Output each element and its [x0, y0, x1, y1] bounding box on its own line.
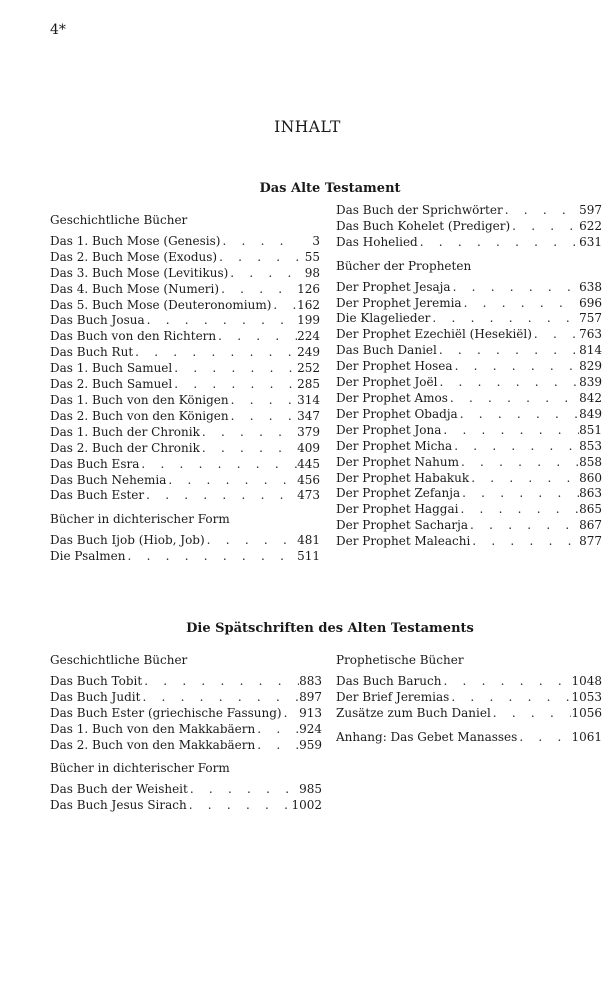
toc-column-late-writings-left — [50, 653, 322, 814]
dot-leader — [437, 375, 579, 391]
entry-title: Das 2. Buch von den Königen — [50, 408, 229, 423]
entry-page-number: 456 — [297, 472, 320, 487]
section-heading-old-testament: Das Alte Testament — [259, 181, 401, 196]
entry-title: Der Prophet Nahum — [336, 454, 459, 469]
entry-title: Das Buch Esra — [50, 456, 140, 471]
entry-page-number: 249 — [297, 345, 320, 360]
toc-entry[interactable] — [336, 391, 602, 407]
entry-page-number: 883 — [299, 673, 322, 688]
entry-title: Das 1. Buch von den Makkabäern — [50, 721, 256, 736]
toc-entry[interactable] — [50, 361, 320, 377]
entry-page-number: 481 — [297, 533, 320, 548]
toc-entry[interactable] — [50, 549, 320, 565]
toc-entry[interactable] — [50, 488, 320, 504]
entry-title: Das Hohelied — [336, 234, 418, 249]
entry-title: Das Buch Jesus Sirach — [50, 798, 187, 813]
entry-page-number: 224 — [297, 329, 320, 344]
dot-leader — [144, 488, 297, 504]
dot-leader — [126, 549, 298, 565]
entry-title: Das 1. Buch von den Königen — [50, 392, 229, 407]
toc-entry[interactable] — [336, 407, 602, 423]
group-heading: Bücher in dichterischer Form — [50, 761, 230, 776]
entry-page-number: 1061 — [571, 729, 602, 744]
section-heading-late-writings: Die Spätschriften des Alten Testaments — [186, 621, 474, 636]
dot-leader — [451, 280, 580, 296]
entry-page-number: 379 — [297, 424, 320, 439]
entry-title: Das Buch Judit — [50, 689, 141, 704]
entry-title: Das 1. Buch Mose (Genesis) — [50, 233, 221, 248]
group-heading: Geschichtliche Bücher — [50, 653, 188, 667]
group-spacer — [50, 753, 322, 761]
group-heading: Bücher der Propheten — [336, 258, 472, 273]
entry-title: Anhang: Das Gebet Manasses — [336, 729, 518, 744]
toc-entry[interactable] — [50, 377, 320, 393]
entry-page-number: 1048 — [571, 673, 602, 688]
entry-title: Das Buch von den Richtern — [50, 329, 217, 344]
entry-page-number: 285 — [297, 377, 320, 392]
toc-entry[interactable] — [336, 423, 602, 439]
entry-title: Der Brief Jeremias — [336, 689, 450, 704]
dot-leader — [460, 486, 579, 502]
toc-entry[interactable] — [336, 502, 602, 518]
dot-leader — [229, 393, 297, 409]
group-heading: Prophetische Bücher — [336, 653, 464, 667]
toc-entry[interactable] — [336, 534, 602, 550]
entry-page-number: 126 — [297, 281, 320, 296]
entry-title: Das Buch Ester (griechische Fassung) — [50, 705, 282, 720]
entry-page-number: 638 — [579, 279, 602, 294]
dot-leader — [468, 518, 579, 534]
dot-leader — [510, 219, 579, 235]
entry-title: Das Buch Josua — [50, 313, 145, 328]
dot-leader — [255, 722, 299, 738]
entry-title: Die Klagelieder — [336, 311, 431, 326]
group-heading: Bücher in dichterischer Form — [50, 512, 230, 527]
entry-title: Der Prophet Micha — [336, 438, 453, 453]
entry-page-number: 473 — [297, 488, 320, 503]
entry-title: Der Prophet Jona — [336, 422, 442, 437]
page-title: INHALT — [274, 118, 341, 136]
dot-leader — [441, 423, 579, 439]
entry-page-number: 162 — [297, 297, 320, 312]
entry-title: Das 3. Buch Mose (Levitikus) — [50, 265, 229, 280]
toc-entry[interactable] — [50, 298, 320, 314]
page-number: 4* — [50, 22, 66, 38]
dot-leader — [458, 502, 579, 518]
toc-entry[interactable] — [336, 706, 602, 722]
toc-entry[interactable] — [336, 235, 602, 251]
entry-title: Das 2. Buch Samuel — [50, 377, 173, 392]
toc-entry[interactable] — [50, 722, 322, 738]
dot-leader — [229, 409, 297, 425]
toc-entry[interactable] — [336, 471, 602, 487]
entry-page-number: 829 — [579, 359, 602, 374]
dot-leader — [462, 296, 580, 312]
toc-entry[interactable] — [336, 674, 602, 690]
dot-leader — [459, 455, 579, 471]
dot-leader — [437, 343, 579, 359]
dot-leader — [271, 298, 297, 314]
entry-title: Das Buch der Sprichwörter — [336, 203, 503, 217]
toc-entry[interactable] — [50, 425, 320, 441]
toc-entry[interactable] — [336, 280, 602, 296]
entry-title: Der Prophet Hosea — [336, 359, 453, 374]
entry-title: Das 2. Buch der Chronik — [50, 440, 200, 455]
dot-leader — [458, 407, 579, 423]
entry-title: Das Buch Nehemia — [50, 472, 167, 487]
entry-title: Der Prophet Zefanja — [336, 486, 461, 501]
entry-title: Der Prophet Jeremia — [336, 295, 462, 310]
entry-page-number: 985 — [299, 782, 322, 797]
toc-entry[interactable] — [336, 219, 602, 235]
entry-title: Der Prophet Maleachi — [336, 534, 471, 549]
entry-page-number: 849 — [579, 406, 602, 421]
toc-entry[interactable] — [50, 674, 322, 690]
entry-title: Der Prophet Obadja — [336, 406, 458, 421]
dot-leader — [503, 203, 579, 219]
toc-column-late-writings-right — [336, 653, 602, 746]
dot-leader — [532, 327, 579, 343]
entry-title: Der Prophet Ezechiël (Hesekiël) — [336, 327, 532, 342]
dot-leader — [187, 798, 292, 814]
dot-leader — [200, 425, 297, 441]
entry-page-number: 877 — [579, 534, 602, 549]
dot-leader — [172, 377, 297, 393]
toc-entry[interactable] — [336, 203, 602, 219]
toc-entry[interactable] — [50, 473, 320, 489]
entry-page-number: 597 — [579, 203, 602, 217]
dot-leader — [491, 706, 572, 722]
entry-title: Das Buch Kohelet (Prediger) — [336, 218, 511, 233]
entry-page-number: 199 — [297, 313, 320, 328]
entry-page-number: 865 — [579, 502, 602, 517]
dot-leader — [418, 235, 579, 251]
entry-title: Zusätze zum Buch Daniel — [336, 705, 491, 720]
toc-entry[interactable] — [50, 250, 320, 266]
entry-page-number: 1053 — [571, 689, 602, 704]
entry-title: Der Prophet Joël — [336, 375, 438, 390]
dot-leader — [449, 690, 571, 706]
dot-leader — [205, 533, 297, 549]
dot-leader — [282, 706, 299, 722]
toc-entry[interactable] — [50, 441, 320, 457]
toc-entry[interactable] — [50, 234, 320, 250]
dot-leader — [219, 282, 297, 298]
dot-leader — [172, 361, 297, 377]
entry-page-number: 863 — [579, 486, 602, 501]
dot-leader — [142, 674, 299, 690]
entry-title: Das 1. Buch Samuel — [50, 361, 173, 376]
entry-page-number: 839 — [579, 375, 602, 390]
toc-entry[interactable] — [50, 457, 320, 473]
entry-page-number: 913 — [299, 705, 322, 720]
entry-page-number: 622 — [579, 218, 602, 233]
entry-title: Der Prophet Habakuk — [336, 470, 470, 485]
dot-leader — [517, 730, 571, 746]
entry-title: Das 1. Buch der Chronik — [50, 424, 200, 439]
toc-entry[interactable] — [336, 486, 602, 502]
toc-entry[interactable] — [50, 782, 322, 798]
entry-page-number: 924 — [299, 721, 322, 736]
toc-entry[interactable] — [336, 690, 602, 706]
group-spacer — [336, 251, 602, 259]
entry-page-number: 757 — [579, 311, 602, 326]
toc-entry[interactable] — [50, 738, 322, 754]
toc-entry[interactable] — [336, 296, 602, 312]
toc-entry[interactable] — [336, 359, 602, 375]
dot-leader — [453, 359, 580, 375]
entry-page-number: 1002 — [291, 798, 322, 813]
dot-leader — [469, 471, 579, 487]
entry-page-number: 445 — [297, 456, 320, 471]
toc-column-old-testament-left — [50, 213, 320, 565]
toc-entry[interactable] — [336, 455, 602, 471]
entry-title: Das Buch Baruch — [336, 673, 442, 688]
dot-leader — [452, 439, 579, 455]
dot-leader — [188, 782, 299, 798]
entry-title: Das Buch Ijob (Hiob, Job) — [50, 533, 205, 548]
entry-title: Das Buch Ester — [50, 488, 145, 503]
toc-entry[interactable] — [50, 409, 320, 425]
entry-page-number: 347 — [297, 408, 320, 423]
entry-title: Das 2. Buch Mose (Exodus) — [50, 249, 218, 264]
entry-page-number: 631 — [579, 234, 602, 249]
entry-page-number: 98 — [304, 265, 320, 280]
entry-page-number: 814 — [579, 343, 602, 358]
entry-page-number: 860 — [579, 470, 602, 485]
entry-page-number: 409 — [297, 440, 320, 455]
entry-title: Das 5. Buch Mose (Deuteronomium) — [50, 297, 272, 312]
toc-entry[interactable] — [50, 282, 320, 298]
dot-leader — [133, 345, 297, 361]
dot-leader — [200, 441, 297, 457]
entry-page-number: 842 — [579, 390, 602, 405]
entry-title: Der Prophet Jesaja — [336, 279, 451, 294]
group-spacer — [336, 722, 602, 730]
entry-title: Das Buch der Weisheit — [50, 782, 188, 797]
toc-entry[interactable] — [50, 345, 320, 361]
entry-title: Der Prophet Haggai — [336, 502, 459, 517]
toc-entry[interactable] — [336, 375, 602, 391]
toc-entry[interactable] — [50, 266, 320, 282]
entry-title: Das Buch Rut — [50, 345, 134, 360]
entry-page-number: 55 — [304, 249, 320, 264]
toc-entry[interactable] — [50, 393, 320, 409]
dot-leader — [217, 250, 298, 266]
toc-entry[interactable] — [336, 439, 602, 455]
toc-entry[interactable] — [50, 533, 320, 549]
group-heading: Geschichtliche Bücher — [50, 213, 188, 227]
entry-page-number: 1056 — [571, 705, 602, 720]
toc-entry[interactable] — [336, 730, 602, 746]
toc-entry[interactable] — [50, 690, 322, 706]
dot-leader — [216, 329, 297, 345]
toc-entry[interactable] — [50, 313, 320, 329]
entry-page-number: 858 — [579, 454, 602, 469]
entry-page-number: 867 — [579, 518, 602, 533]
entry-title: Die Psalmen — [50, 549, 126, 564]
toc-entry[interactable] — [50, 706, 322, 722]
dot-leader — [470, 534, 579, 550]
dot-leader — [220, 234, 298, 250]
toc-entry[interactable] — [50, 329, 320, 345]
dot-leader — [441, 674, 571, 690]
toc-entry[interactable] — [336, 327, 602, 343]
toc-entry[interactable] — [336, 343, 602, 359]
entry-page-number: 252 — [297, 361, 320, 376]
entry-page-number: 959 — [299, 737, 322, 752]
dot-leader — [255, 738, 299, 754]
entry-page-number: 851 — [579, 422, 602, 437]
dot-leader — [166, 473, 297, 489]
dot-leader — [448, 391, 579, 407]
entry-page-number: 314 — [297, 392, 320, 407]
dot-leader — [139, 457, 297, 473]
dot-leader — [140, 690, 299, 706]
entry-title: Das Buch Daniel — [336, 343, 437, 358]
entry-page-number: 853 — [579, 438, 602, 453]
dot-leader — [145, 313, 297, 329]
entry-title: Der Prophet Amos — [336, 390, 448, 405]
entry-title: Das 4. Buch Mose (Numeri) — [50, 281, 220, 296]
entry-title: Das 2. Buch von den Makkabäern — [50, 737, 256, 752]
toc-column-old-testament-right — [336, 203, 602, 550]
group-spacer — [50, 504, 320, 512]
entry-page-number: 3 — [312, 233, 320, 248]
entry-page-number: 897 — [299, 689, 322, 704]
entry-page-number: 763 — [579, 327, 602, 342]
toc-entry[interactable] — [336, 518, 602, 534]
toc-entry[interactable] — [336, 311, 602, 327]
entry-page-number: 696 — [579, 295, 602, 310]
entry-page-number: 511 — [297, 549, 320, 564]
toc-entry[interactable] — [50, 798, 322, 814]
dot-leader — [228, 266, 298, 282]
dot-leader — [430, 311, 579, 327]
entry-title: Der Prophet Sacharja — [336, 518, 469, 533]
entry-title: Das Buch Tobit — [50, 673, 143, 688]
